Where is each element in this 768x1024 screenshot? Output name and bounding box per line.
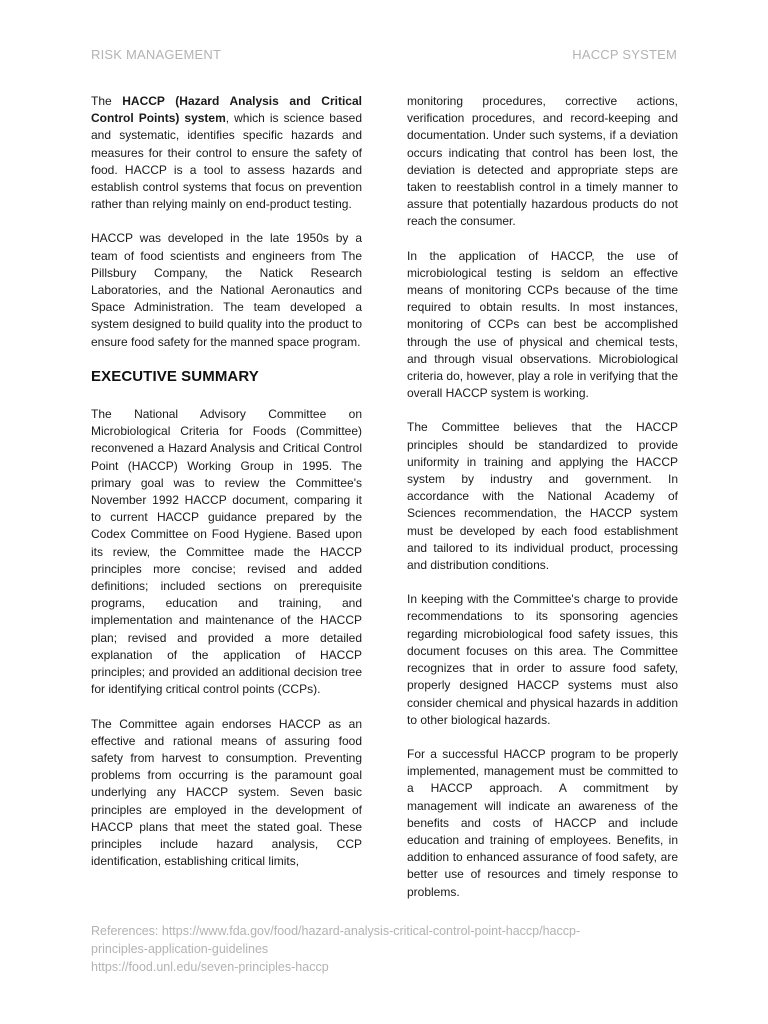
haccp-definition-term: HACCP (Hazard Analysis and Critical Control Points) system [91, 94, 362, 126]
history-paragraph: HACCP was developed in the late 1950s by a team of food scientists and engineers from The Pillsbury Company, the Natick Research Laboratories, and the National Aeronautics and Space Administration. The team developed a system designed to build quality into the product to ensure food safety for the manned space program. [91, 231, 362, 349]
header-section-title: RISK MANAGEMENT [91, 47, 222, 62]
summary-paragraph-2: The Committee again endorses HACCP as an effective and rational means of assuring food safety from harvest to consumption. Preventing problems from occurring is the paramount goal underlying any HACCP system. Seven basic principles are employed in the development of HACCP plans that meet the stated goal. These principles include hazard analysis, CCP identification, establishing critical limits, [91, 716, 362, 869]
right-column [407, 93, 678, 901]
intro-paragraph [91, 93, 362, 213]
reference-line-1: References: https://www.fda.gov/food/hazard-analysis-critical-control-point-haccp/haccp- [91, 924, 581, 938]
management-commitment-paragraph: For a successful HACCP program to be properly implemented, management must be committed to a HACCP approach. A commitment by management will indicate an awareness of the benefits and costs of HACCP and include education and training of employees. Benefits, in addition to enhanced assurance of food safety, are better use of resources and timely response to problems. [407, 746, 678, 899]
references [91, 922, 691, 976]
standardization-paragraph: The Committee believes that the HACCP principles should be standardized to provide uniformity in training and applying the HACCP system by industry and government. In accordance with the National Academy of Sciences recommendation, the HACCP system must be developed by each food establishment and tailored to its individual product, processing and distribution conditions. [407, 420, 678, 573]
executive-summary-heading: EXECUTIVE SUMMARY [91, 367, 259, 385]
continued-paragraph: monitoring procedures, corrective actions, verification procedures, and record-keeping and documentation. Under such systems, if a deviation occurs indicating that control has been lost, the deviation is detected and appropriate steps are taken to reestablish control in a timely manner to assure that potentially hazardous products do not reach the consumer. [407, 94, 678, 229]
summary-paragraph-1: The National Advisory Committee on Microbiological Criteria for Foods (Committee) reconvened a Hazard Analysis and Critical Control Point (HACCP) Working Group in 1995. The primary goal was to review the Committee's November 1992 HACCP document, comparing it to current HACCP guidance prepared by the Codex Committee on Food Hygiene. Based upon its review, the Committee made the HACCP principles more concise; revised and added definitions; included sections on prerequisite programs, education and training, and implementation and maintenance of the HACCP plan; revised and provided a more detailed explanation of the application of HACCP principles; and provided an additional decision tree for identifying critical control points (CCPs). [91, 407, 362, 697]
microbiological-testing-paragraph: In the application of HACCP, the use of microbiological testing is seldom an effective means of monitoring CCPs because of the time required to obtain results. In most instances, monitoring of CCPs can best be accomplished through the use of physical and chemical tests, and through visual observations. Microbiological criteria do, however, play a role in verifying that the overall HACCP system is working. [407, 248, 678, 401]
header-topic-title: HACCP SYSTEM [572, 47, 677, 62]
intro-rest: , which is science based and systematic, identifies specific hazards and measures for their control to ensure the safety of food. HACCP is a tool to assess hazards and establish control systems that focus on prevention rather than relying mainly on end-product testing. [91, 111, 362, 212]
reference-line-2: principles-application-guidelines [91, 942, 269, 956]
page-header [91, 47, 677, 67]
committee-charge-paragraph: In keeping with the Committee's charge to provide recommendations to its sponsoring agencies regarding microbiological food safety issues, this document focuses on this area. The Committee recognizes that in order to assure food safety, properly designed HACCP systems must also consider chemical and physical hazards in addition to other biological hazards. [407, 592, 678, 727]
left-column [91, 93, 362, 870]
reference-line-3: https://food.unl.edu/seven-principles-haccp [91, 960, 329, 974]
intro-lead: The [91, 94, 123, 108]
